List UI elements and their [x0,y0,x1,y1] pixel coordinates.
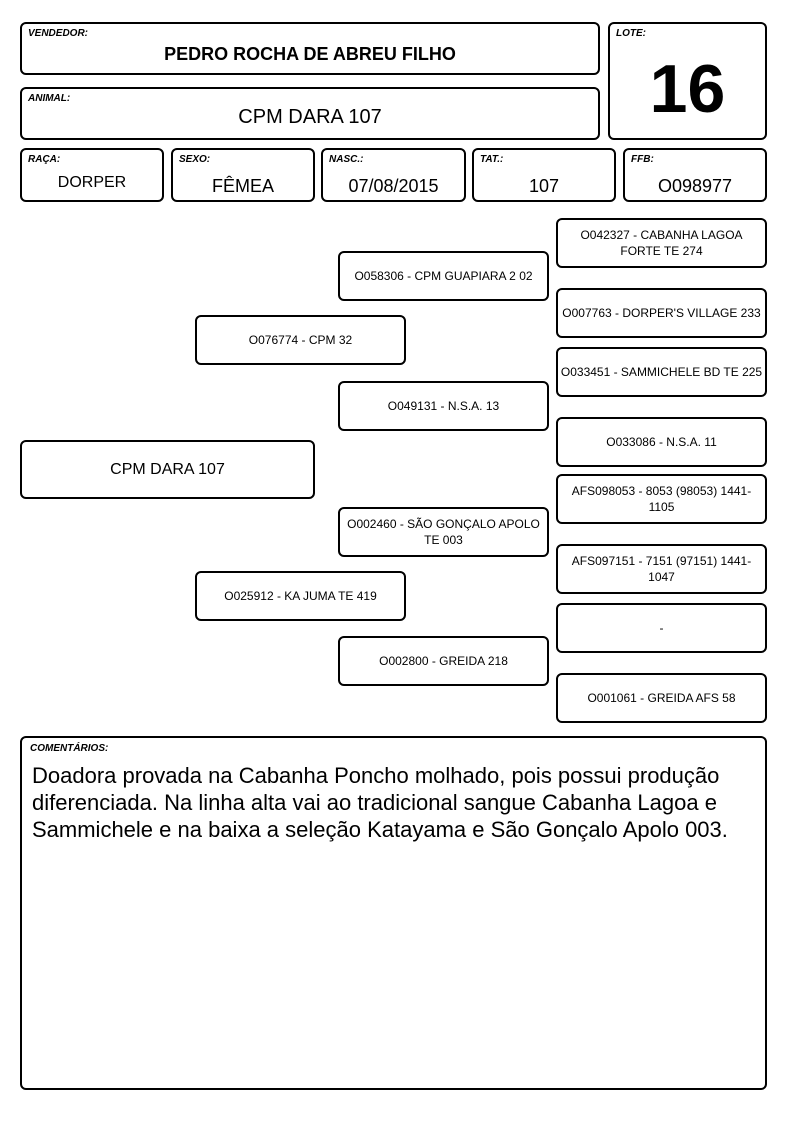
breed-label: RAÇA: [28,154,61,165]
tattoo-label: TAT.: [480,154,504,165]
tattoo-value: 107 [528,176,560,196]
pedigree-sire: O076774 - CPM 32 [195,315,406,365]
sex-label: SEXO: [179,154,211,165]
animal-label: ANIMAL: [28,93,71,104]
pedigree-ggp: O007763 - DORPER'S VILLAGE 233 [556,288,767,338]
comments-box [20,736,767,1090]
ffb-box [623,148,767,202]
birth-label: NASC.: [329,154,364,165]
pedigree-ggp: - [556,603,767,653]
animal-name: CPM DARA 107 [238,106,382,128]
birth-date: 07/08/2015 [348,176,439,196]
pedigree-sire-dam: O049131 - N.S.A. 13 [338,381,549,431]
pedigree-ggp: O033086 - N.S.A. 11 [556,417,767,467]
lot-box [608,22,767,140]
pedigree-animal: CPM DARA 107 [20,440,315,499]
pedigree-dam: O025912 - KA JUMA TE 419 [195,571,406,621]
birth-box [321,148,466,202]
pedigree-dam-sire: O002460 - SÃO GONÇALO APOLO TE 003 [338,507,549,557]
seller-box [20,22,600,75]
ffb-label: FFB: [631,154,654,165]
seller-label: VENDEDOR: [28,28,89,39]
comments-label: COMENTÁRIOS: [30,743,109,754]
tattoo-box [472,148,616,202]
sex-value: FÊMEA [211,176,274,196]
comments-text: Doadora provada na Cabanha Poncho molhado, pois possui produção diferenciada. Na linha alta vai ao tradicional sangue Cabanha Lagoa e Sammichele e na baixa a seleção Katayama e São Gonçalo Apolo 003. [32,763,728,842]
ffb-value: O098977 [657,176,733,196]
breed-box [20,148,164,202]
pedigree-sire-sire: O058306 - CPM GUAPIARA 2 02 [338,251,549,301]
pedigree-ggp: AFS097151 - 7151 (97151) 1441-1047 [556,544,767,594]
pedigree-dam-dam: O002800 - GREIDA 218 [338,636,549,686]
pedigree-ggp: O042327 - CABANHA LAGOA FORTE TE 274 [556,218,767,268]
animal-box [20,87,600,140]
lot-label: LOTE: [616,28,646,39]
lot-number: 16 [649,51,726,127]
pedigree-ggp: O033451 - SAMMICHELE BD TE 225 [556,347,767,397]
breed-value: DORPER [57,174,127,191]
pedigree-ggp: O001061 - GREIDA AFS 58 [556,673,767,723]
sex-box [171,148,315,202]
pedigree-ggp: AFS098053 - 8053 (98053) 1441-1105 [556,474,767,524]
seller-name: PEDRO ROCHA DE ABREU FILHO [164,44,456,64]
